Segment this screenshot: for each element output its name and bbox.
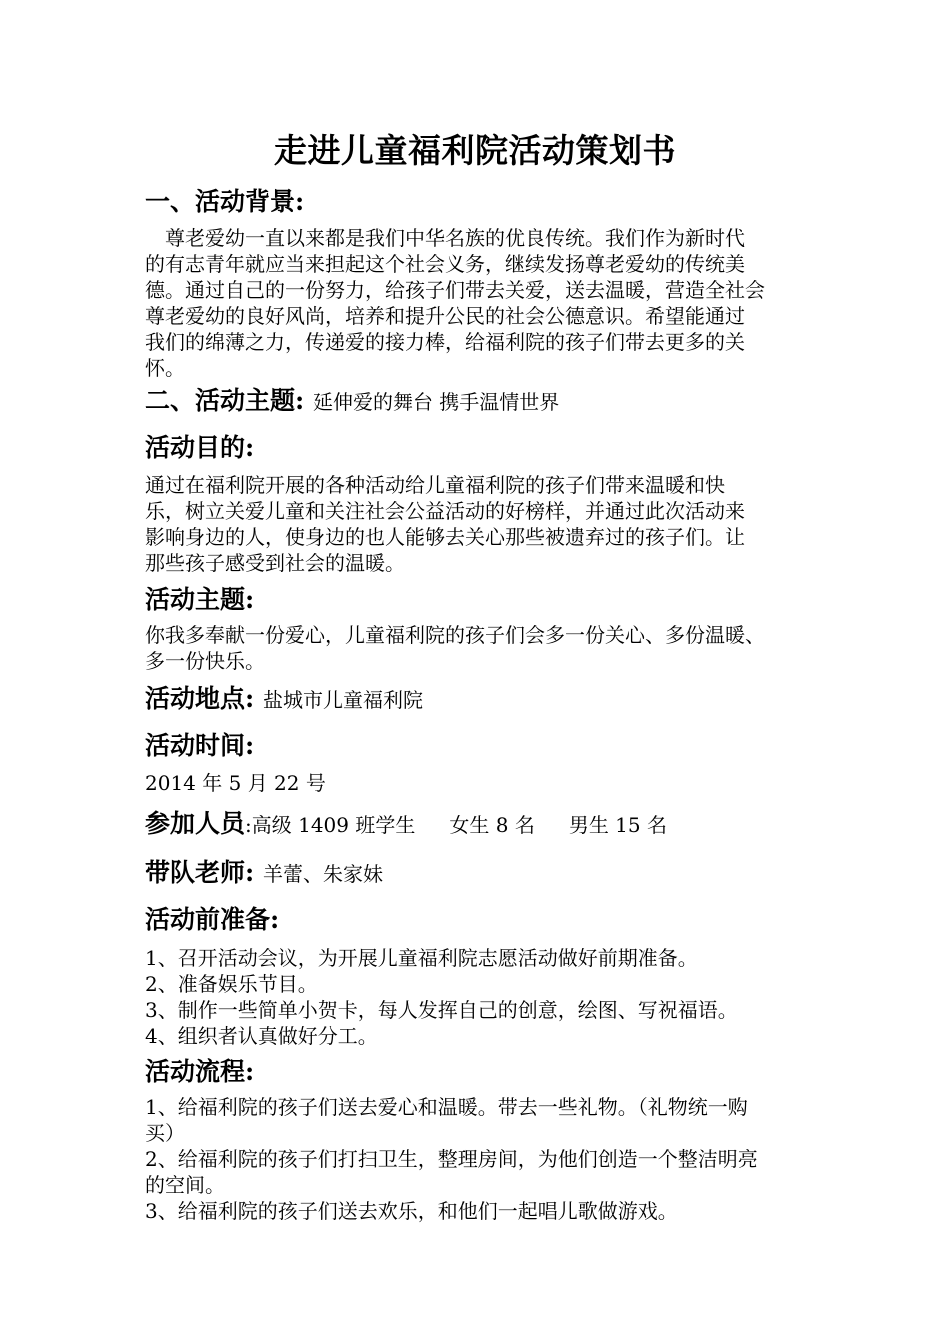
location-value: 盐城市儿童福利院: [262, 688, 423, 712]
paragraph-line: 我们的绵薄之力，传递爱的接力棒，给福利院的孩子们带去更多的关: [145, 330, 745, 354]
paragraph-line: 多一份快乐。: [145, 649, 265, 673]
list-item: 买）: [145, 1121, 185, 1145]
background-paragraph: [145, 225, 825, 381]
paragraph-line: 尊老爱幼的良好风尚，培养和提升公民的社会公德意识。希望能通过: [145, 304, 745, 328]
paragraph-line: 那些孩子感受到社会的温暖。: [145, 551, 405, 575]
process-heading: 活动流程:: [145, 1057, 255, 1086]
preparation-heading: 活动前准备:: [145, 905, 280, 934]
paragraph-line: 尊老爱幼一直以来都是我们中华名族的优良传统。我们作为新时代: [145, 226, 745, 250]
location-row: [145, 682, 423, 717]
theme-paragraph: [145, 622, 825, 674]
purpose-paragraph: [145, 472, 825, 576]
list-item: 1、给福利院的孩子们送去爱心和温暖。带去一些礼物。（礼物统一购: [145, 1095, 748, 1119]
participants-heading: 参加人员: [145, 809, 246, 838]
location-heading: 活动地点:: [145, 684, 255, 713]
list-item: 1、召开活动会议，为开展儿童福利院志愿活动做好前期准备。: [145, 946, 698, 970]
time-value: 2014 年 5 月 22 号: [145, 771, 326, 795]
list-item: 3、制作一些简单小贺卡，每人发挥自己的创意，绘图、写祝福语。: [145, 998, 738, 1022]
paragraph-line: 你我多奉献一份爱心，儿童福利院的孩子们会多一份关心、多份温暖、: [145, 623, 765, 647]
paragraph-line: 乐，树立关爱儿童和关注社会公益活动的好榜样，并通过此次活动来: [145, 499, 745, 523]
paragraph-line: 通过在福利院开展的各种活动给儿童福利院的孩子们带来温暖和快: [145, 473, 725, 497]
participants-male: 男生 15 名: [568, 813, 667, 837]
theme-heading: 活动主题:: [145, 585, 255, 614]
document-title: 走进儿童福利院活动策划书: [274, 131, 676, 170]
purpose-heading: 活动目的:: [145, 433, 255, 462]
process-list: [145, 1094, 825, 1224]
leaders-row: [145, 856, 383, 891]
leaders-heading: 带队老师:: [145, 858, 255, 887]
paragraph-line: 影响身边的人，使身边的也人能够去关心那些被遗弃过的孩子们。让: [145, 525, 745, 549]
paragraph-line: 的有志青年就应当来担起这个社会义务，继续发扬尊老爱幼的传统美: [145, 252, 745, 276]
leaders-value: 羊蕾、朱家妹: [262, 862, 383, 886]
list-item: 2、给福利院的孩子们打扫卫生，整理房间，为他们创造一个整洁明亮: [145, 1147, 758, 1171]
theme-main-row: [145, 384, 559, 419]
background-heading: 一、活动背景:: [145, 187, 305, 216]
paragraph-line: 德。通过自己的一份努力，给孩子们带去关爱，送去温暖，营造全社会: [145, 278, 765, 302]
list-item: 的空间。: [145, 1173, 225, 1197]
list-item: 2、准备娱乐节目。: [145, 972, 318, 996]
paragraph-line: 怀。: [145, 356, 185, 380]
participants-row: [145, 807, 667, 842]
list-item: 3、给福利院的孩子们送去欢乐，和他们一起唱儿歌做游戏。: [145, 1199, 678, 1223]
participants-female: 女生 8 名: [449, 813, 535, 837]
time-heading: 活动时间:: [145, 731, 255, 760]
theme-main-heading: 二、活动主题:: [145, 386, 305, 415]
participants-value: :高级 1409 班学生: [245, 813, 416, 837]
list-item: 4、组织者认真做好分工。: [145, 1024, 378, 1048]
preparation-list: [145, 945, 825, 1049]
theme-main-value: 延伸爱的舞台 携手温情世界: [312, 390, 560, 414]
